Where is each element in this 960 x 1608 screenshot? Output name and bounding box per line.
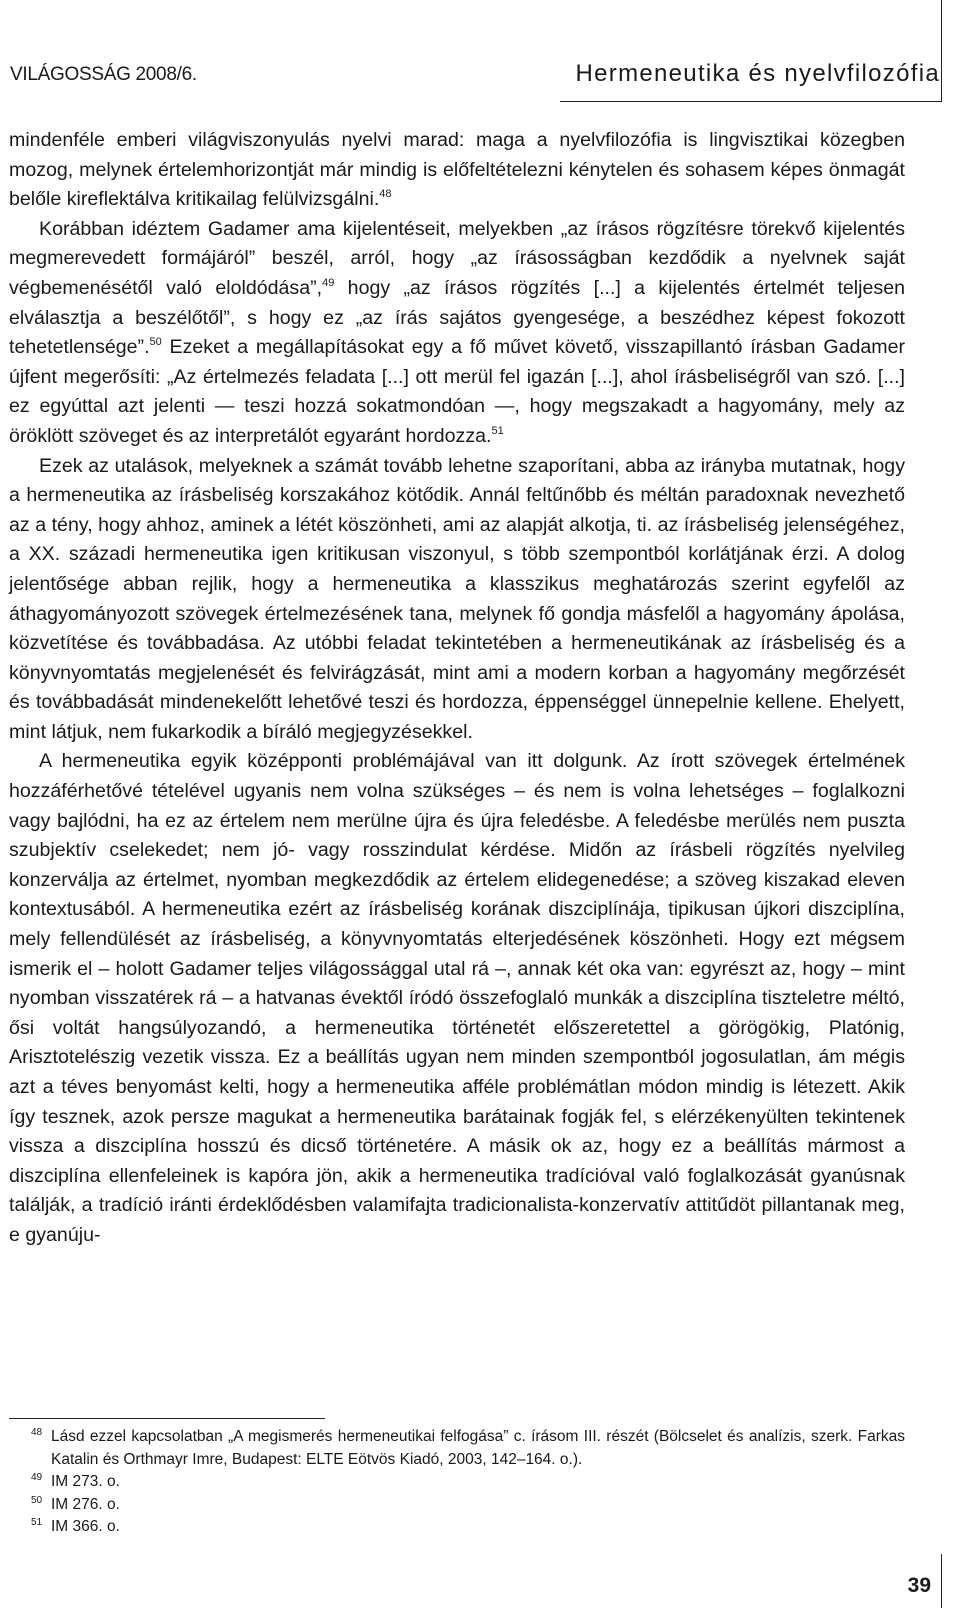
paragraph-2-text-b: hogy „az írásos rögzítés [...] a kijelentés értelmét teljesen elválasztja a beszélőtől”, s hogy ez „az írás sajátos gyengesége, a beszédhez képest fokozott tehetetlensége”. <box>9 276 906 359</box>
header-rule <box>560 101 942 102</box>
footnote-number: 48 <box>31 1427 43 1438</box>
footnote-text: IM 273. o. <box>51 1473 120 1490</box>
page-header <box>0 0 960 110</box>
footnote-number: 51 <box>31 1517 43 1528</box>
footnote-number: 50 <box>31 1494 43 1506</box>
footer-corner-line <box>941 1554 942 1608</box>
footnote-ref-51: 51 <box>491 424 504 437</box>
footnote <box>9 1516 905 1539</box>
footnote <box>9 1494 905 1517</box>
paragraph-2-text-a: Korábban idéztem Gadamer ama kijelentéseit, melyekben „az írásos rögzítésre törekvő kijelentés megmerevedett formájáról” beszél, arról, hogy „az írásosságban kezdődik a nyelvnek saját végbemenésétől való eloldódása”, <box>9 217 905 299</box>
footnote <box>9 1426 905 1471</box>
article-body <box>9 126 905 1251</box>
footnote-rule <box>9 1418 325 1419</box>
footnote-ref-50: 50 <box>149 336 162 349</box>
paragraph-1 <box>9 126 905 215</box>
footnote <box>9 1471 905 1494</box>
footnote-ref-48: 48 <box>379 188 392 201</box>
footnote-text: IM 276. o. <box>51 1495 120 1513</box>
journal-title: VILÁGOSSÁG 2008/6. <box>10 64 197 85</box>
header-corner-line <box>941 0 942 102</box>
section-title: Hermeneutika és nyelvfilozófia <box>575 60 940 87</box>
footnotes <box>9 1426 905 1539</box>
paragraph-2-text-c: Ezeket a megállapításokat egy a fő művet követő, visszapillantó írásban Gadamer újfent megerősíti: „Az értelmezés feladata [...] ott merül fel igazán [...], ahol írásbeliségről van szó. [...] ez egyúttal azt jelenti — teszi hozzá sokatmondóan —, hogy megszakadt a hagyomány, mely az öröklött szöveget és az interpretálót egyaránt hordozza. <box>9 336 905 447</box>
footnote-text: IM 366. o. <box>51 1518 120 1535</box>
footnote-number: 49 <box>31 1472 43 1483</box>
paragraph-3: Ezek az utalások, melyeknek a számát tovább lehetne szaporítani, abba az irányba mutatnak, hogy a hermeneutika az írásbeliség korszakához kötődik. Annál feltűnőbb és méltán paradoxnak nevezhető az a tény, hogy ahhoz, aminek a létét köszönheti, ami az alapját alkotja, ti. az írásbeliség jelenségéhez, a XX. századi hermeneutika igen kritikusan viszonyul, s több szempontból korlátjának érzi. A dolog jelentősége abban rejlik, hogy a hermeneutika a klasszikus meghatározás szerint egyfelől az áthagyományozott szövegek értelmezésének tana, melynek fő gondja másfelől a hagyomány ápolása, közvetítése és továbbadása. Az utóbbi feladat tekintetében a hermeneutikának az írásbeliség és a könyvnyomtatás megjelenését és felvirágzását, mint ami a modern korban a hagyomány megőrzését és továbbadását mindenekelőtt lehetővé teszi és hordozza, éppenséggel ünnepelnie kellene. Ehelyett, mint látjuk, nem fukarkodik a bíráló megjegyzésekkel. <box>9 454 905 743</box>
paragraph-1-text: mindenféle emberi világviszonyulás nyelvi marad: maga a nyelvfilozófia is lingvisztikai közegben mozog, melynek értelemhorizontját már mindig is előfeltételezni kénytelen és sohasem képes önmagát belőle kireflektálva kritikailag felülvizsgálni. <box>9 129 905 211</box>
footnote-text: Lásd ezzel kapcsolatban „A megismerés hermeneutikai felfogása” c. írásom III. részét (Bölcselet és analízis, szerk. Farkas Katalin és Orthmayr Imre, Budapest: ELTE Eötvös Kiadó, 2003, 142–164. o.). <box>51 1428 905 1468</box>
page-number: 39 <box>907 1574 931 1597</box>
paragraph-4: A hermeneutika egyik középponti problémájával van itt dolgunk. Az írott szövegek értelmének hozzáférhetővé tételével ugyanis nem volna szükséges – és nem is volna lehetséges – foglalkozni vagy bajlódni, ha ez az értelem nem merülne újra és újra feledésbe. A feledésbe merülés nem puszta szubjektív cselekedet; nem jó- vagy rosszindulat kérdése. Midőn az írásbeli rögzítés nyelvileg konzerválja az értelmet, nyomban megkezdődik az értelem elidegenedése; a szöveg kiszakad eleven kontextusából. A hermeneutika ezért az írásbeliség korának diszciplínája, tipikusan újkori diszciplína, mely fellendülését az írásbeliség, a könyvnyomtatás elterjedésének köszönheti. Hogy ezt mégsem ismerik el – holott Gadamer teljes világossággal utal rá –, annak két oka van: egyrészt az, hogy – mint nyomban visszatérek rá – a hatvanas évektől íródó összefoglaló munkák a diszciplína tiszteletre méltó, ősi voltát hangsúlyozandó, a hermeneutika történetét előszeretettel a görögökig, Platónig, Arisztotelészig vezetik vissza. Ez a beállítás ugyan nem minden szempontból jogosulatlan, ám mégis azt a téves benyomást kelti, hogy a hermeneutika afféle problémátlan módon mindig is létezett. Akik így tesznek, azok persze magukat a hermeneutika barátainak fogják fel, s elérzékenyülten tekintenek vissza a diszciplína hosszú és dicső történetére. A másik ok az, hogy ez a beállítás mármost a diszciplína ellenfeleinek is kapóra jön, akik a hermeneutika tradícióval való foglalkozását gyanúsnak találják, a tradíció iránti érdeklődésben valamifajta tradicionalista-konzervatív attitűdöt pillantanak meg, e gyanúju- <box>9 750 905 1246</box>
paragraph-2 <box>9 215 905 452</box>
footnote-ref-49: 49 <box>322 276 335 289</box>
